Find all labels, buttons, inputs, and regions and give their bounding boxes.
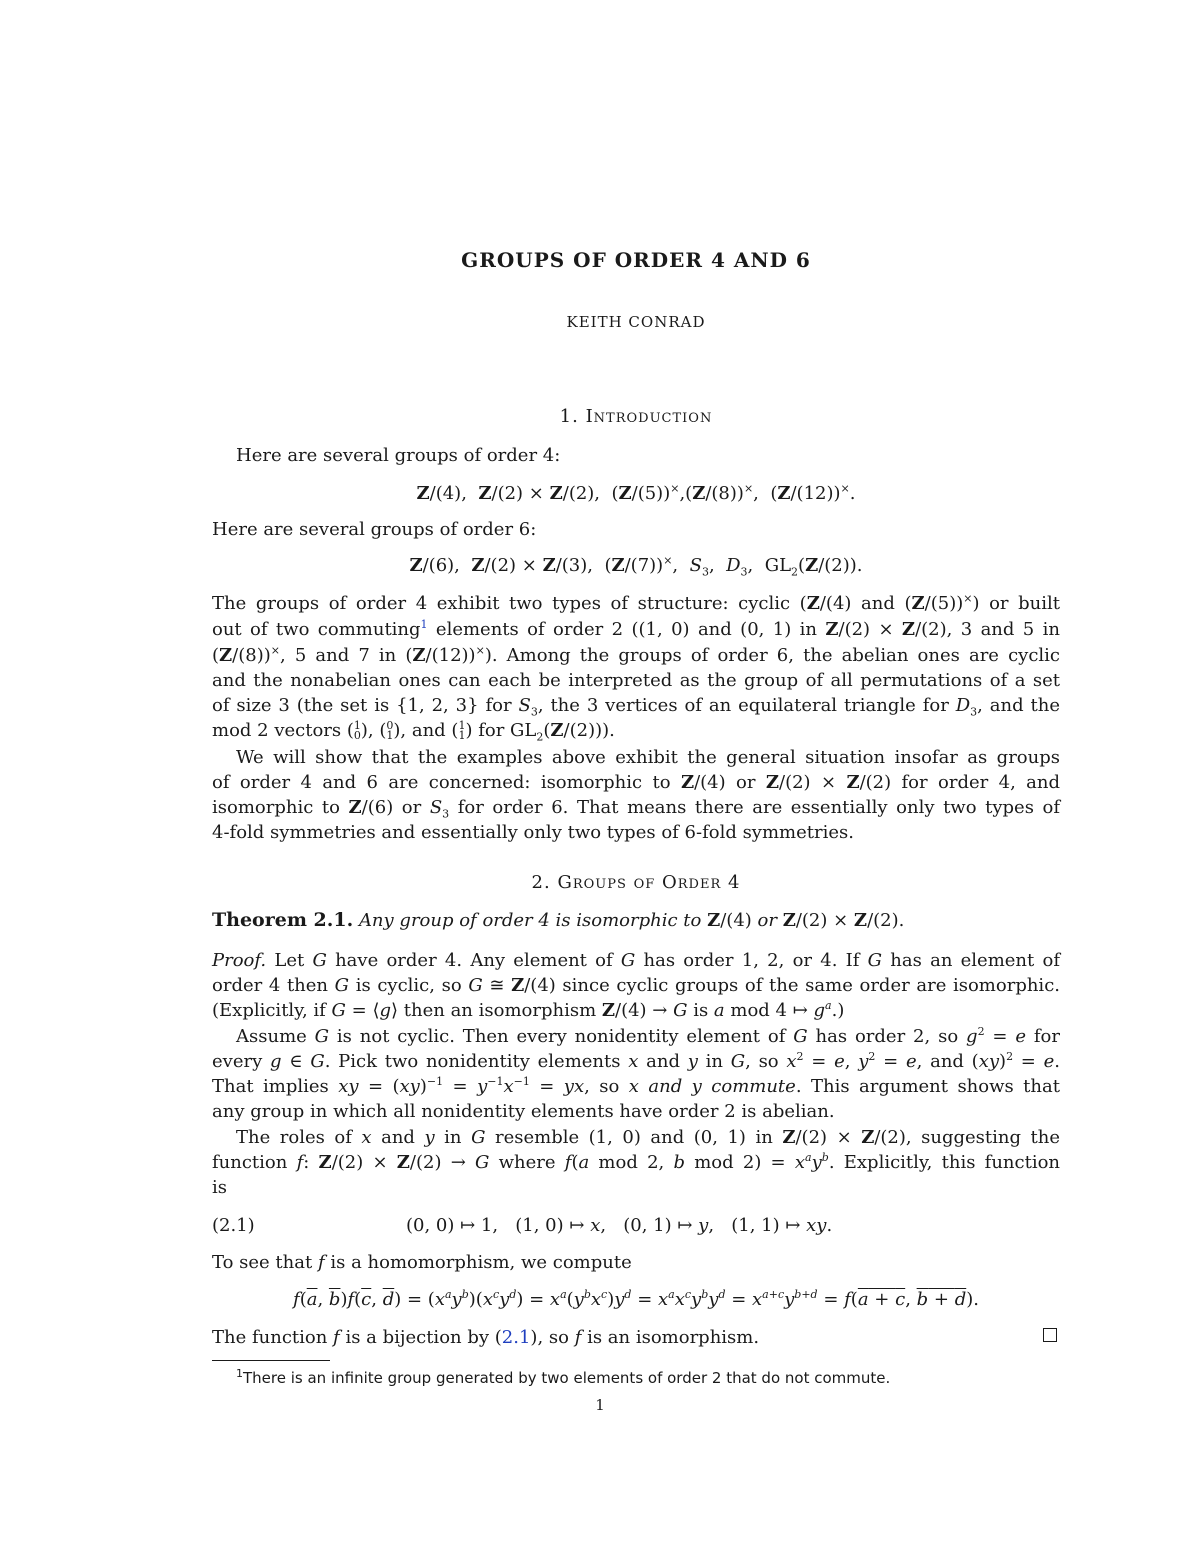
footnote-text: There is an infinite group generated by two elements of order 2 that do not commute. (243, 1369, 891, 1387)
para2-line4: 4-fold symmetries and essentially only two types of 6-fold symmetries. (212, 822, 854, 843)
theorem-2-1: Theorem 2.1. Any group of order 4 is isomorphic to Z/(4) or Z/(2) × Z/(2). (212, 909, 905, 931)
section-1-heading: 1. Introduction (559, 406, 713, 427)
display-groups-order-4: Z/(4), Z/(2) × Z/(2), (Z/(5))×,(Z/(8))×, (Z/(12))×. (416, 482, 856, 504)
intro-order-6: Here are several groups of order 6: (212, 519, 537, 540)
qed-square-icon (1043, 1328, 1057, 1342)
proof-conclusion: The function f is a bijection by (2.1), so f is an isomorphism. (212, 1327, 760, 1348)
proof-para2-line1: Assume G is not cyclic. Then every nonidentity element of G has order 2, so $g^2 = e$ for (236, 1025, 1060, 1047)
homomorphism-intro: To see that f is a homomorphism, we compute (212, 1252, 632, 1273)
proof-line3: (Explicitly, if G = ⟨g⟩ then an isomorphism Z/(4) → G is a mod 4 ↦ $g^a$.) (212, 999, 845, 1021)
equation-number: (2.1) (212, 1215, 255, 1236)
section-2-heading: 2. Groups of Order 4 (531, 872, 741, 893)
homomorphism-equation: $f(\overline{a}$, $\overline{b})f(\overline{c}$, $\overline{d}) = (x^ay^b)(x^cy^d) = x^a(y^bx^c)y^d = x^ax^cy^by^d = x^{a+c}y^{b+d} = f(a + c$, b + d). (293, 1288, 979, 1310)
proof-para3-line3: is (212, 1177, 227, 1198)
page-number: 1 (595, 1396, 605, 1414)
footnote-number: 1 (236, 1367, 243, 1380)
proof-para2-line3: That implies xy = $(xy)^{-1} = y^{-1}x^{-1}$ = yx, so x and y commute. This argument shows that (212, 1075, 1060, 1097)
display-groups-order-6: Z/(6), Z/(2) × Z/(3), (Z/(7))×, $S_3$, $D_3$, $GL_2(Z/(2))$. (409, 554, 863, 579)
proof-line1: Proof. Let G have order 4. Any element of G has order 1, 2, or 4. If G has an element of (212, 950, 1060, 971)
proof-para2-line4: any group in which all nonidentity elements have order 2 is abelian. (212, 1101, 835, 1122)
footnote-mark[interactable]: 1 (420, 618, 428, 631)
para1-line5: of size 3 (the set is {1, 2, 3} for $S_3$, the 3 vertices of an equilateral triangle for $D_3$, and the (212, 695, 1060, 719)
footnote-rule (212, 1360, 330, 1361)
proof-para3-line1: The roles of x and y in G resemble (1, 0) and (0, 1) in Z/(2) × Z/(2), suggesting the (236, 1127, 1061, 1148)
equation-link[interactable]: 2.1 (501, 1327, 531, 1348)
paper-title: GROUPS OF ORDER 4 AND 6 (461, 248, 811, 272)
para1-line3: (Z/(8))×, 5 and 7 in (Z/(12))×). Among the groups of order 6, the abelian ones are cyclic (212, 644, 1060, 666)
para1-line4: and the nonabelian ones can each be interpreted as the group of all permutations of a set (212, 670, 1060, 691)
proof-para3-line2: function f: Z/(2) × Z/(2) → G where f(a mod 2, b mod $2) = x^ay^b$. Explicitly, this function (212, 1151, 1061, 1173)
proof-para2-line2: every g ∈ G. Pick two nonidentity elements x and y in G, so $x^2 = e$, $y^2 = e$, and (xy)$^2$ = e. (212, 1050, 1061, 1072)
intro-order-4: Here are several groups of order 4: (236, 445, 561, 466)
para1-line1: The groups of order 4 exhibit two types of structure: cyclic (Z/(4) and (Z/(5))×) or built (212, 592, 1061, 614)
para2-line2: of order 4 and 6 are concerned: isomorphic to Z/(4) or Z/(2) × Z/(2) for order 4, and (212, 772, 1061, 793)
author-name: KEITH CONRAD (566, 313, 706, 331)
proof-line2: order 4 then G is cyclic, so G ≅ Z/(4) since cyclic groups of the same order are isomorphic. (212, 975, 1060, 996)
footnote (236, 1369, 890, 1387)
para1-line2: out of two commuting$^1$ elements of order 2 ((1, 0) and (0, 1) in Z/(2) × Z/(2), 3 and 5 in (212, 618, 1060, 640)
theorem-label: Theorem 2.1. (212, 909, 354, 931)
para2-line3: isomorphic to Z/(6) or $S_3$ for order 6. That means there are essentially only two types of (212, 797, 1061, 821)
equation-2-1: (2.1) (0, 0) ↦ 1, (1, 0) ↦ x, (0, 1) ↦ y, (1, 1) ↦ xy. (212, 1215, 833, 1236)
para1-line6: mod 2 vectors (1 0), (0 1), and (1 1) for $GL_2(Z/(2))$). (212, 719, 615, 744)
para2-line1: We will show that the examples above exhibit the general situation insofar as groups (236, 747, 1060, 768)
